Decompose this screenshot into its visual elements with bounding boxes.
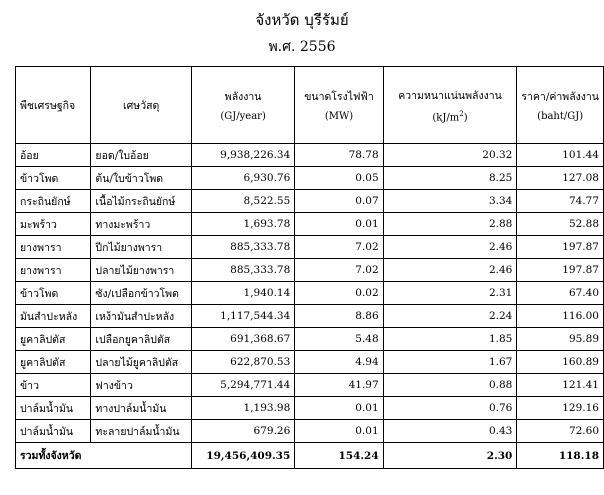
table-row [16,213,604,236]
cell-energy: 1,117,544.34 [191,305,294,328]
cell-price: 72.60 [517,420,604,443]
table-body [16,144,604,469]
cell-residue: ทางมะพร้าว [91,213,192,236]
cell-residue: ต้น/ใบข้าวโพด [91,167,192,190]
cell-crop: ยูคาลิปตัส [16,328,91,351]
cell-plant: 8.86 [295,305,383,328]
cell-density: 20.32 [383,144,517,167]
table-row [16,167,604,190]
cell-density: 2.46 [383,259,517,282]
cell-crop: ปาล์มน้ำมัน [16,420,91,443]
table-row [16,259,604,282]
cell-residue: เหง้ามันสำปะหลัง [91,305,192,328]
cell-energy: 691,368.67 [191,328,294,351]
cell-density: 0.43 [383,420,517,443]
cell-density: 8.25 [383,167,517,190]
cell-energy: 885,333.78 [191,259,294,282]
table-row [16,305,604,328]
header-residue: เศษวัสดุ [91,67,192,144]
cell-density: 0.88 [383,374,517,397]
header-crop: พืชเศรษฐกิจ [16,67,91,144]
header-price-unit: (baht/GJ) [537,111,584,122]
total-plant: 154.24 [295,443,383,469]
cell-density: 3.34 [383,190,517,213]
cell-residue: ซัง/เปลือกข้าวโพด [91,282,192,305]
cell-residue: เนื้อไม้กระถินยักษ์ [91,190,192,213]
cell-crop: ยางพารา [16,259,91,282]
cell-price: 116.00 [517,305,604,328]
cell-price: 197.87 [517,259,604,282]
table-row [16,282,604,305]
cell-energy: 5,294,771.44 [191,374,294,397]
cell-residue: ทางปาล์มน้ำมัน [91,397,192,420]
cell-crop: ข้าว [16,374,91,397]
cell-price: 74.77 [517,190,604,213]
cell-plant: 0.07 [295,190,383,213]
header-plant: ขนาดโรงไฟฟ้า (MW) [295,67,383,144]
header-plant-unit: (MW) [324,111,354,122]
cell-density: 2.46 [383,236,517,259]
cell-residue: ปลายไม้ยางพารา [91,259,192,282]
cell-plant: 4.94 [295,351,383,374]
header-density-unit: $(kJ/m^2)$ [432,109,468,124]
cell-density: 2.31 [383,282,517,305]
cell-energy: 1,693.78 [191,213,294,236]
table-header-row [16,67,604,144]
table-row [16,420,604,443]
cell-plant: 0.01 [295,420,383,443]
cell-crop: มันสำปะหลัง [16,305,91,328]
cell-plant: 0.01 [295,397,383,420]
cell-crop: มะพร้าว [16,213,91,236]
cell-residue: ปีกไม้ยางพารา [91,236,192,259]
header-density: ความหนาแน่นพลังงาน $(kJ/m^2)$ [383,67,517,144]
cell-price: 127.08 [517,167,604,190]
total-label: รวมทั้งจังหวัด [16,443,192,469]
cell-residue: ฟางข้าว [91,374,192,397]
cell-crop: ข้าวโพด [16,167,91,190]
cell-residue: เปลือกยูคาลิปตัส [91,328,192,351]
cell-residue: ทะลายปาล์มน้ำมัน [91,420,192,443]
cell-plant: 5.48 [295,328,383,351]
cell-residue: ยอด/ใบอ้อย [91,144,192,167]
header-price: ราคา/ค่าพลังงาน (baht/GJ) [517,67,604,144]
cell-plant: 0.01 [295,213,383,236]
cell-price: 121.41 [517,374,604,397]
total-price: 118.18 [517,443,604,469]
cell-price: 129.16 [517,397,604,420]
cell-plant: 0.02 [295,282,383,305]
cell-density: 2.88 [383,213,517,236]
cell-plant: 0.05 [295,167,383,190]
table-row [16,328,604,351]
cell-price: 67.40 [517,282,604,305]
header-energy: พลังงาน (GJ/year) [191,67,294,144]
cell-energy: 6,930.76 [191,167,294,190]
cell-energy: 1,193.98 [191,397,294,420]
cell-density: 2.24 [383,305,517,328]
table-row [16,190,604,213]
total-density: 2.30 [383,443,517,469]
table-row [16,374,604,397]
cell-energy: 1,940.14 [191,282,294,305]
cell-density: 1.85 [383,328,517,351]
table-row [16,397,604,420]
cell-plant: 7.02 [295,259,383,282]
cell-price: 52.88 [517,213,604,236]
cell-price: 197.87 [517,236,604,259]
cell-energy: 622,870.53 [191,351,294,374]
cell-crop: กระถินยักษ์ [16,190,91,213]
total-energy: 19,456,409.35 [191,443,294,469]
cell-price: 101.44 [517,144,604,167]
cell-crop: ยูคาลิปตัส [16,351,91,374]
table-row [16,236,604,259]
cell-energy: 885,333.78 [191,236,294,259]
energy-table [15,66,604,469]
page-subtitle: พ.ศ. 2556 [268,39,336,55]
page-title: จังหวัด บุรีรัมย์ [255,11,349,29]
cell-plant: 7.02 [295,236,383,259]
cell-crop: ยางพารา [16,236,91,259]
table-row [16,351,604,374]
header-energy-unit: (GJ/year) [220,111,266,122]
cell-energy: 8,522.55 [191,190,294,213]
cell-energy: 679.26 [191,420,294,443]
cell-price: 95.89 [517,328,604,351]
cell-density: 0.76 [383,397,517,420]
cell-crop: ข้าวโพด [16,282,91,305]
cell-plant: 41.97 [295,374,383,397]
table-row [16,144,604,167]
cell-crop: ปาล์มน้ำมัน [16,397,91,420]
table-total-row [16,443,604,469]
cell-plant: 78.78 [295,144,383,167]
cell-crop: อ้อย [16,144,91,167]
cell-residue: ปลายไม้ยูคาลิปตัส [91,351,192,374]
cell-density: 1.67 [383,351,517,374]
cell-energy: 9,938,226.34 [191,144,294,167]
cell-price: 160.89 [517,351,604,374]
